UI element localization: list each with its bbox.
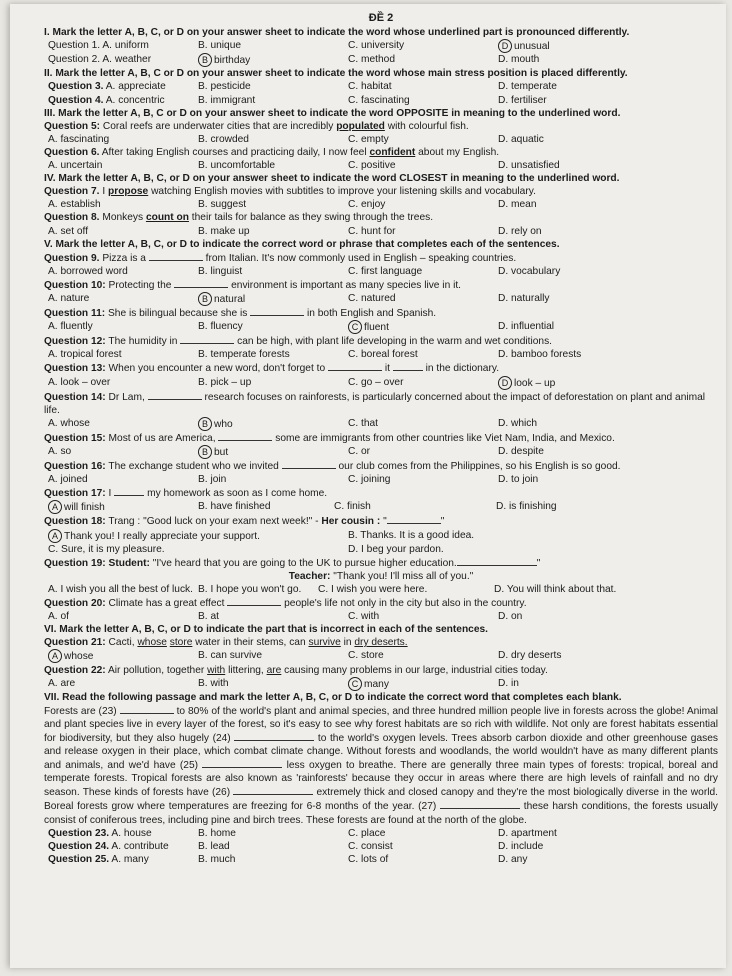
question-5-stem: Question 5: Coral reefs are underwater cities that are incredibly populated with colourful fish. [44, 120, 469, 132]
question-18-stem: Question 18: Trang : "Good luck on your exam next week!" - Her cousin : " " [44, 516, 445, 528]
question-1 [44, 39, 718, 53]
question-17-stem: Question 17: I my homework as soon as I come home. [44, 488, 328, 500]
question-25-options: Question 25. A. many B. much C. lots of D. any [48, 853, 528, 865]
question-11-options: A. fluently B. fluency C fluent D. influential [48, 321, 555, 334]
question-20-options: A. of B. at C. with D. on [48, 611, 523, 623]
question-20-stem: Question 20: Climate has a great effect people's life not only in the city but also in the country. [44, 598, 527, 610]
q1-option-b: B. unique [198, 40, 242, 52]
question-19-stem: Question 19: Student: "I've heard that you are going to the UK to pursue higher education. " [44, 557, 541, 569]
question-8-stem: Question 8. Monkeys count on their tails for balance as they swing through the trees. [44, 212, 434, 224]
question-2: Question 2. A. weather B birthday C. method D. mouth [48, 54, 540, 67]
section-1-instruction: I. Mark the letter A, B, C, or D on your answer sheet to indicate the word whose underlined part is pronounced differently. [44, 27, 630, 39]
question-8-options: A. set off B. make up C. hunt for D. rely on [48, 225, 542, 237]
reading-passage: Forests are (23) to 80% of the world's plant and animal species, and three hundred million people live in forests across the globe! Animal and plant species live in every layer of the forest, so it's easy to see why forest habitats are so rich with wildlife. Not only are forest habitats essential for biodiversity, but they also hugely (24) to the world's oxygen levels. Trees absorb carbon dioxide and other greenhouse gases and release oxygen in their place, which combat climate change. Without forests and woodlands, the world wouldn't have as many different plants and animals, and we'd have (25) less oxygen to breathe. There are generally three main types of forests: tropical, boreal and temperate forests. Tropical forests are also known as 'rainforests' because they occur in areas where there are high levels of rainfall and no dry season. These kinds of forests have (26) extremely thick and closed canopy and they're the most biologically diverse in the world. Boreal forests grow where temperatures are freezing for 6-8 months of the year. (27) these harsh conditions, the forests usually consist of coniferous trees, including pine and birch trees. These forests are found at the north of the globe. [44, 705, 718, 826]
answer-circle-icon: C [348, 677, 362, 691]
answer-circle-icon: D [498, 39, 512, 53]
answer-circle-icon: A [48, 649, 62, 663]
section-4-instruction: IV. Mark the letter A, B, C, or D on your answer sheet to indicate the word CLOSEST in meaning to the underlined word. [44, 173, 620, 185]
question-16-stem: Question 16: The exchange student who we invited our club comes from the Philippines, so his English is so good. [44, 461, 621, 473]
question-9-options: A. borrowed word B. linguist C. first language D. vocabulary [48, 265, 561, 277]
answer-circle-icon: B [198, 417, 212, 431]
question-22-stem: Question 22: Air pollution, together with littering, are causing many problems in our large, industrial cities today. [44, 664, 548, 676]
answer-circle-icon: B [198, 445, 212, 459]
answer-circle-icon: B [198, 292, 212, 306]
question-22-options: A. are B. with C many D. in [48, 677, 519, 690]
section-6-instruction: VI. Mark the letter A, B, C, or D to indicate the part that is incorrect in each of the sentences. [44, 624, 489, 636]
answer-circle-icon: B [198, 53, 212, 67]
question-10-stem: Question 10: Protecting the environment is important as many species live in it. [44, 279, 461, 291]
question-6-stem: Question 6. After taking English courses and practicing daily, I now feel confident about my English. [44, 146, 500, 158]
question-15-stem: Question 15: Most of us are America, some are immigrants from other countries like Viet Nam, India, and Mexico. [44, 432, 615, 444]
question-13-options: A. look – over B. pick – up C. go – over D look – up [48, 376, 556, 389]
question-12-stem: Question 12: The humidity in can be high, with plant life developing in the warm and wet conditions. [44, 336, 553, 348]
question-5-options: A. fascinating B. crowded C. empty D. aquatic [48, 133, 544, 145]
question-19-teacher: Teacher: "Thank you! I'll miss all of you." [288, 570, 474, 582]
question-10-options: A. nature B natural C. natured D. naturally [48, 292, 550, 305]
answer-circle-icon: C [348, 320, 362, 334]
question-4: Question 4. A. concentric B. immigrant C. fascinating D. fertiliser [48, 94, 547, 106]
answer-circle-icon: D [498, 376, 512, 390]
question-14-options: A. whose B who C. that D. which [48, 417, 538, 430]
question-15-options: A. so B but C. or D. despite [48, 446, 544, 458]
answer-circle-icon: A [48, 500, 62, 514]
question-24-options: Question 24. A. contribute B. lead C. consist D. include [48, 840, 544, 852]
question-17-options: A will finish B. have finished C. finish D. is finishing [44, 500, 718, 514]
q1-option-c: C. university [348, 40, 405, 52]
section-3-instruction: III. Mark the letter A, B, C or D on your answer sheet to indicate the word OPPOSITE in meaning to the underlined word. [44, 107, 621, 119]
section-2-instruction: II. Mark the letter A, B, C or D on your answer sheet to indicate the word whose main stress position is placed differently. [44, 68, 628, 80]
question-12-options: A. tropical forest B. temperate forests C. boreal forest D. bamboo forests [48, 349, 582, 361]
question-21-options: A whose B. can survive C. store D. dry deserts [44, 649, 718, 663]
section-5-instruction: V. Mark the letter A, B, C, or D to indicate the correct word or phrase that completes each of the sentences. [44, 238, 560, 250]
question-14-stem: Question 14: Dr Lam, research focuses on rainforests, is particularly concerned about the impact of deforestation on plant and animal life. [44, 391, 706, 416]
question-16-options: A. joined B. join C. joining D. to join [48, 474, 539, 486]
question-7-stem: Question 7. I propose watching English movies with subtitles to improve your listening skills and vocabulary. [44, 186, 536, 198]
question-23-options: Question 23. A. house B. home C. place D. apartment [48, 827, 557, 839]
question-7-options: A. establish B. suggest C. enjoy D. mean [48, 199, 537, 211]
question-21-stem: Question 21: Cacti, whose store water in their stems, can survive in dry deserts. [44, 637, 408, 649]
question-11-stem: Question 11: She is bilingual because she is in both English and Spanish. [44, 308, 437, 320]
question-13-stem: Question 13: When you encounter a new word, don't forget to it in the dictionary. [44, 363, 500, 375]
question-9-stem: Question 9. Pizza is a from Italian. It's now commonly used in English – speaking countries. [44, 252, 517, 264]
exam-title: ĐỀ 2 [368, 12, 394, 24]
question-6-options: A. uncertain B. uncomfortable C. positive D. unsatisfied [48, 160, 560, 172]
exam-page [10, 4, 726, 968]
question-18-options: A Thank you! I really appreciate your support. B. Thanks. It is a good idea. C. Sure, it is my pleasure. D. I beg your pardon. [48, 529, 475, 555]
section-7-instruction: VII. Read the following passage and mark the letter A, B, C, or D to indicate the correct word that completes each blank. [44, 691, 622, 703]
question-3: Question 3. A. appreciate B. pesticide C. habitat D. temperate [48, 81, 557, 93]
question-19-options: A. I wish you all the best of luck. B. I hope you won't go. C. I wish you were here. D. You will think about that. [48, 583, 617, 595]
q1-label-a: Question 1. A. uniform [48, 40, 149, 52]
answer-circle-icon: A [48, 529, 62, 543]
q1-option-d: D unusual [498, 39, 648, 53]
